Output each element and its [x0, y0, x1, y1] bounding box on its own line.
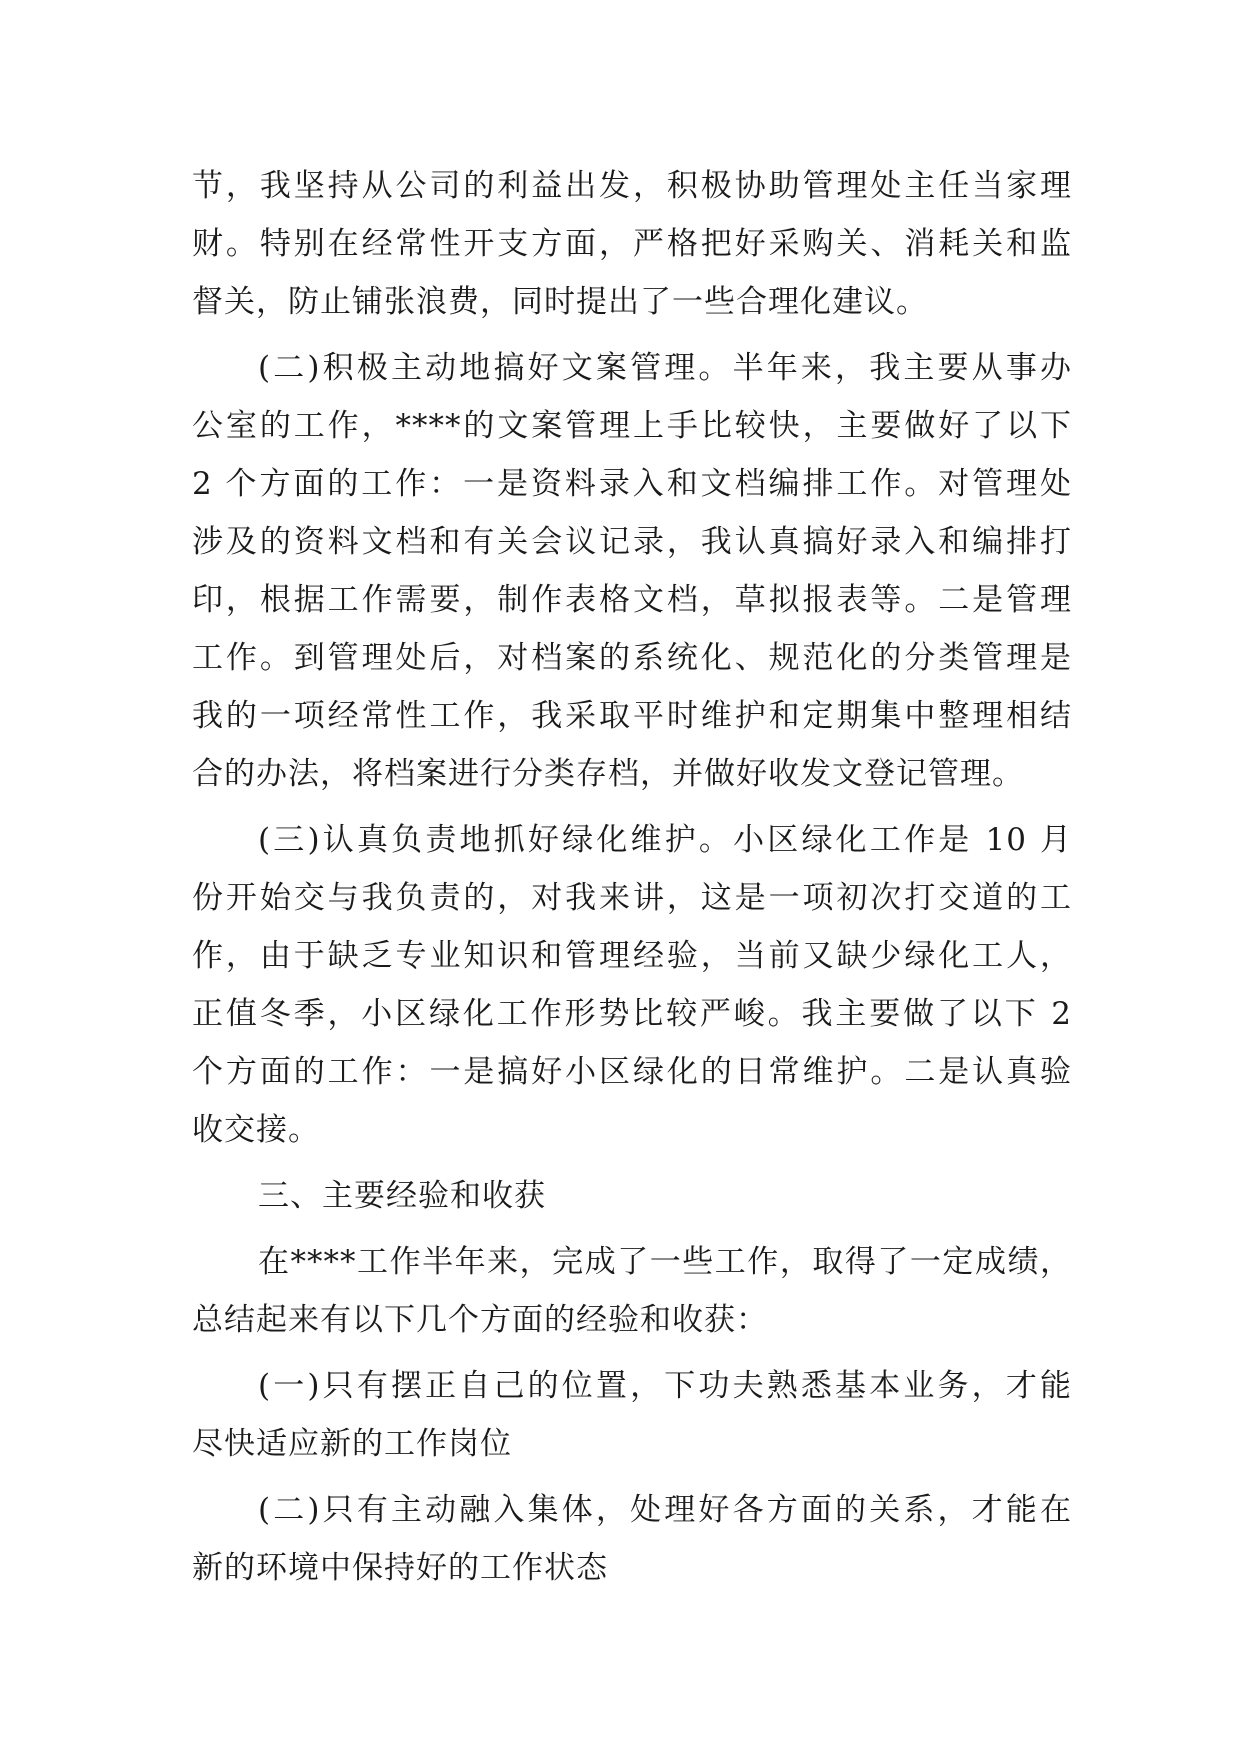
text-line: 正值冬季，小区绿化工作形势比较严峻。我主要做了以下 2 [192, 996, 1072, 1032]
text-line: 合的办法，将档案进行分类存档，并做好收发文登记管理。 [192, 756, 1024, 792]
text-line: (二)积极主动地搞好文案管理。半年来，我主要从事办 [258, 350, 1072, 386]
text-line: 我的一项经常性工作，我采取平时维护和定期集中整理相结 [192, 698, 1072, 734]
text-line: 公室的工作，****的文案管理上手比较快，主要做好了以下 [192, 408, 1072, 444]
text-line: 督关，防止铺张浪费，同时提出了一些合理化建议。 [192, 284, 928, 320]
document-body [192, 157, 1072, 1597]
paragraph-document-management [192, 339, 1072, 803]
text-line: 尽快适应新的工作岗位 [192, 1426, 512, 1462]
text-line: (三)认真负责地抓好绿化维护。小区绿化工作是 10 月 [258, 822, 1072, 858]
text-line: 份开始交与我负责的，对我来讲，这是一项初次打交道的工 [192, 880, 1072, 916]
paragraph-summary-intro [192, 1233, 1072, 1349]
paragraph-lesson-two [192, 1481, 1072, 1597]
text-line: 财。特别在经常性开支方面，严格把好采购关、消耗关和监 [192, 226, 1072, 262]
paragraph-lesson-one [192, 1357, 1072, 1473]
text-line: 总结起来有以下几个方面的经验和收获： [192, 1302, 768, 1338]
section-heading [192, 1167, 1072, 1225]
text-line: 个方面的工作：一是搞好小区绿化的日常维护。二是认真验 [192, 1054, 1072, 1090]
text-line: 工作。到管理处后，对档案的系统化、规范化的分类管理是 [192, 640, 1072, 676]
text-line: 在****工作半年来，完成了一些工作，取得了一定成绩， [258, 1244, 1072, 1280]
text-line: 作，由于缺乏专业知识和管理经验，当前又缺少绿化工人， [192, 938, 1072, 974]
text-line: 印，根据工作需要，制作表格文档，草拟报表等。二是管理 [192, 582, 1072, 618]
text-line: 涉及的资料文档和有关会议记录，我认真搞好录入和编排打 [192, 524, 1072, 560]
text-line: 收交接。 [192, 1112, 320, 1148]
text-line: (二)只有主动融入集体，处理好各方面的关系，才能在 [258, 1492, 1072, 1528]
text-line: (一)只有摆正自己的位置，下功夫熟悉基本业务，才能 [258, 1368, 1072, 1404]
paragraph-finance [192, 157, 1072, 331]
text-line: 新的环境中保持好的工作状态 [192, 1550, 608, 1586]
section-heading-text: 三、主要经验和收获 [258, 1178, 546, 1214]
text-line: 2 个方面的工作：一是资料录入和文档编排工作。对管理处 [192, 466, 1072, 502]
text-line: 节，我坚持从公司的利益出发，积极协助管理处主任当家理 [192, 168, 1072, 204]
paragraph-greening-maintenance [192, 811, 1072, 1159]
